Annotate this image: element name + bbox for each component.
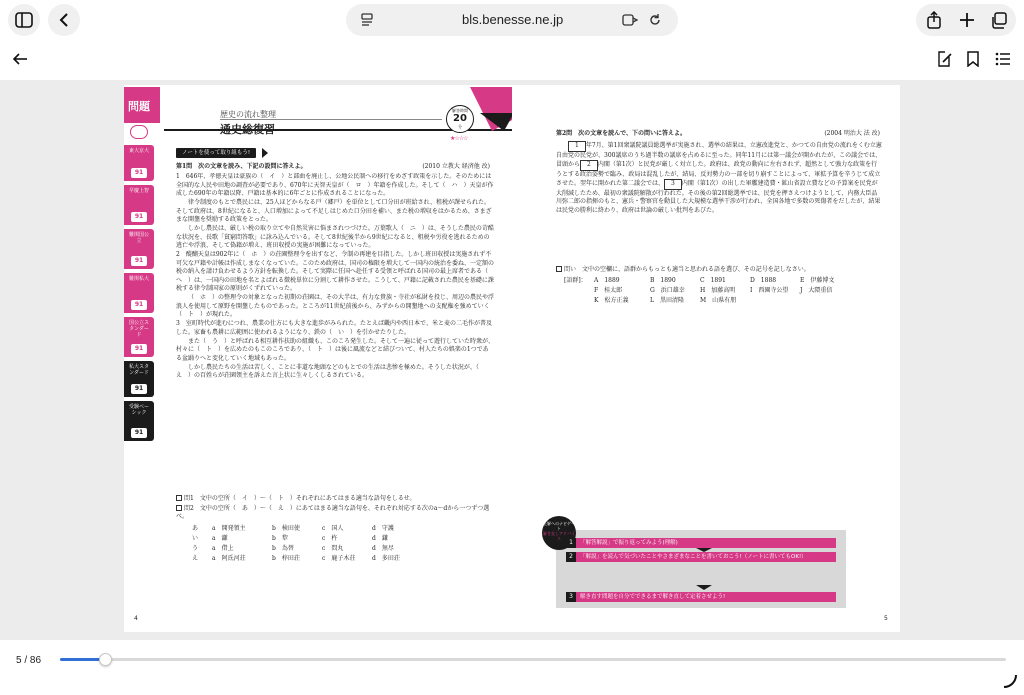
- passage-text: 内閣（第1次）と民党が厳しく対立した。政府は、政党の動向に左右されず、超然として強力な政策を行うとする政治姿勢で臨み、政局は混乱したが、結局、反対勢力の一部を切り崩すことによって、軍拡予算を辛うじて成立させた。翌年に開かれた第二議会では、: [556, 161, 881, 187]
- word-bank-item: A 1889: [594, 277, 620, 284]
- page-counter: 5 / 86: [16, 655, 42, 666]
- level-marker: [130, 125, 148, 139]
- flow-step-number: 2: [566, 552, 576, 562]
- sidebar-tab-label: 私大スタンダード: [128, 364, 149, 376]
- sidebar-tab[interactable]: [124, 145, 154, 181]
- blank-box: 3: [664, 179, 682, 190]
- choice-cell[interactable]: a 借上: [212, 545, 234, 552]
- blank-box: 1: [568, 141, 586, 152]
- choice-cell[interactable]: d 鎌: [372, 535, 388, 542]
- question-source: (2004 明治大 法 改): [824, 130, 880, 137]
- pagination-bar: [0, 640, 1024, 695]
- page-number-right: 5: [884, 615, 888, 622]
- resize-corner-icon[interactable]: [1002, 673, 1018, 689]
- indent-space: [556, 142, 568, 149]
- section-tag: [124, 87, 160, 123]
- choice-cell[interactable]: d 多田荘: [372, 555, 400, 562]
- sidebar-tab[interactable]: [124, 229, 154, 269]
- annotate-icon[interactable]: [936, 51, 952, 67]
- flow-step-text: 「解答解説」で振り返ってみよう(理解): [580, 540, 678, 546]
- flow-step-text: 解き直す問題を自分でできるまで解き直して定着させよう!: [580, 594, 726, 600]
- choice-cell[interactable]: b 為替: [272, 545, 294, 552]
- note-label: [176, 148, 256, 158]
- word-bank-item: C 1891: [700, 277, 726, 284]
- choice-cell[interactable]: d 守護: [372, 525, 394, 532]
- share-icon[interactable]: [926, 11, 942, 29]
- passage-text: 内閣（第1次）の出した軍艦建造費・鉱山省設立費などの予算案を民党が大削減したため、最初の衆議院解散が行われた。その後の第2回総選挙では、民党を押さえつけようとして、内務大臣品川弥二郎の指揮のもと、憲兵・警察官を動員した大規模な選挙干渉が行われ、全国各地で多数の死傷者をだしたが、結果は民党の勝利に終わり、政府は世論の厳しい批判をあびた。: [556, 180, 881, 214]
- question-prompt: 問い 文中の空欄に、語群からもっとも適当と思われる語を選び、その記号を記しなさい。: [564, 266, 810, 273]
- passage-text: 年7月、第1回衆議院議員総選挙が実施され、選挙の結果は、立憲改進党と、かつての自由党の流れをくむ立憲自由党の民党が、300議席のうち過半数の議席を占めるに至った。同年11月には第一議会が開かれたが、この議会では、冒頭から: [556, 142, 882, 168]
- sidebar-tab[interactable]: [124, 317, 154, 357]
- sidebar-tab-badge: 91: [131, 428, 147, 438]
- back-icon: [58, 12, 70, 28]
- right-page: [512, 85, 900, 632]
- bookmark-icon[interactable]: [967, 51, 979, 67]
- sidebar-tab[interactable]: [124, 185, 154, 225]
- choice-grid: [192, 525, 472, 565]
- word-bank-item: F 桂太郎: [594, 287, 623, 294]
- page-slider[interactable]: [60, 658, 1006, 661]
- word-bank-item: E 伊藤博文: [800, 277, 835, 284]
- sidebar-tab-badge: 91: [131, 344, 147, 354]
- sub-question: [176, 495, 494, 504]
- choice-cell[interactable]: c 問丸: [322, 545, 344, 552]
- question-source: (2010 立教大 経済他 改): [422, 163, 490, 170]
- section-tag-label: 問題: [128, 100, 150, 113]
- difficulty-stars: ★☆☆☆: [450, 135, 468, 142]
- flow-arrow-icon: [696, 585, 712, 590]
- contents-icon[interactable]: [995, 52, 1011, 66]
- subtitle-rule: [220, 119, 442, 120]
- word-bank-item: M 山県有朋: [700, 297, 737, 304]
- sub-question: [176, 505, 494, 522]
- topic-header: [164, 107, 482, 142]
- sidebar-tab[interactable]: [124, 361, 154, 397]
- time-label: 解答時間: [452, 108, 468, 113]
- paragraph: 2 醍醐天皇は902年に（ ホ ）の荘園整理令を出すなど、令制の再建を目指した。しかし班田収授は実施されず不可欠な戸籍や計帳は作成しまなくなっていた。このため政府は、国司の権限を増大して一国内の統治を委ね、一定額の税の納入を請け負わせるよう方針を転換した。そして実際に任国へ赴任する受領と呼ばれる国司の最上席者である（ へ ）は、一国内の田地を名とよばれる徴税単位に分割して耕作させた。こうして、戸籍に記載された農民を基礎に課税する律令制国家の原則がくずれていった。: [176, 251, 494, 292]
- flow-step-text: 「解説」を読んで気づいたことやさまざまなことを書いておこう!（ノートに書いてもOK!）: [580, 554, 807, 560]
- sidebar-tab-badge: 91: [131, 168, 147, 178]
- question-header-row: [556, 130, 882, 138]
- topic-title: 通史総復習: [220, 123, 275, 136]
- reload-icon[interactable]: [648, 13, 662, 27]
- paragraph: 律令制度のもとで農民には、25人ほどからなる戸（郷戸）を単位として口分田が班給され、租税が課せられた。そして政府は、8世紀になると、人口増加によって不足しはじめた口分田を補い、また税の増収をはかるため、さまざまな開墾を奨励する政策をとった。: [176, 199, 492, 223]
- document-viewport[interactable]: [0, 80, 1024, 635]
- sidebar-tab-label: 東大京大: [128, 148, 149, 154]
- note-arrow-icon: [262, 148, 268, 158]
- sidebar-tab-badge: 91: [131, 384, 147, 394]
- choice-cell[interactable]: a 阿氐河荘: [212, 555, 246, 562]
- page-number-left: 4: [134, 615, 138, 622]
- slider-thumb[interactable]: [99, 653, 112, 666]
- word-bank-row: [564, 277, 874, 287]
- sidebar-tab-badge: 91: [131, 300, 147, 310]
- tabs-icon[interactable]: [990, 12, 1007, 29]
- word-bank-item: J 大隈重信: [800, 287, 833, 294]
- choice-cell: あ: [192, 525, 199, 532]
- choice-row: [192, 535, 472, 545]
- flow-step: [566, 592, 836, 602]
- choice-cell[interactable]: b 犂: [272, 535, 288, 542]
- back-button[interactable]: [48, 4, 80, 36]
- time-value: 20: [453, 113, 467, 124]
- word-bank-item: D 1888: [750, 277, 777, 284]
- flow-step-number: 3: [566, 592, 576, 602]
- sidebar-tab[interactable]: [124, 273, 154, 313]
- translate-icon[interactable]: [622, 13, 638, 27]
- topic-subtitle: 歴史の流れ整理: [220, 110, 276, 119]
- word-bank-item: L 黒田清隆: [650, 297, 684, 304]
- word-bank-label: [語群]：: [564, 277, 587, 284]
- answer-checkbox[interactable]: [556, 266, 562, 272]
- address-bar[interactable]: [346, 4, 678, 36]
- sidebar-tab-label: 難関国公立: [128, 232, 149, 244]
- word-bank-row: [564, 297, 874, 307]
- paragraph: しかし農民は、厳しい税の取り立てや自然災害に悩まされつづけた。万葉歌人（ ニ ）は、そうした農民の苛酷な状況を、長歌「貧窮問答歌」に詠み込んでいる。そして8世紀後半から9世紀になると、租税や労役を逃れるための逃亡や浮浪、そして偽籍が増え、班田収授の実施が困難になっていった。: [176, 225, 494, 249]
- choice-cell: う: [192, 545, 199, 552]
- viewer-toolbar: [0, 40, 1024, 80]
- reader-icon[interactable]: [360, 13, 374, 27]
- back-arrow-icon[interactable]: [12, 52, 28, 66]
- choice-cell[interactable]: a 鎌: [212, 535, 228, 542]
- browser-toolbar: [0, 0, 1024, 40]
- paragraph: （ ホ ）の整理令の対象となった初期の荘園は、その大半は、有力な貴族・寺社が私財を投じ、周辺の農民や浮浪人を使用して原野を開墾したものであった。ところが11世紀前後から、みずからの開墾地への支配権を強めていく（ ト ）が現れた。: [176, 294, 494, 318]
- sidebar-tab-badge: 91: [131, 256, 147, 266]
- choice-cell[interactable]: b 梓田荘: [272, 555, 300, 562]
- sub-questions: [176, 495, 494, 523]
- sub-question-text: 問2 文中の空所（ あ ）〜（ え ）にあてはまる適当な語句を、それぞれ対応する次のa〜dから一つずつ選べ。: [176, 504, 490, 520]
- sidebar-button[interactable]: [8, 4, 40, 36]
- word-bank-item: G 浜口雄幸: [650, 287, 685, 294]
- choice-row: [192, 555, 472, 565]
- paragraph: しかし農民たちの生活は苦しく、ことに非道な地頭などのもとでの生活は悲惨を極めた。そうした状況が、（ え ）の百姓らが荘園領主を訴えた言上状に生々しくしるされている。: [176, 363, 485, 379]
- choice-cell[interactable]: c 鹿子木荘: [322, 555, 356, 562]
- question-header-row: [176, 163, 494, 171]
- choice-cell: え: [192, 555, 199, 562]
- corner-triangle-icon: [470, 87, 514, 131]
- word-bank-item: I 西園寺公望: [750, 287, 789, 294]
- choice-cell[interactable]: a 開発領主: [212, 525, 246, 532]
- navigate-subtitle: 解き直しアドバイス: [543, 531, 575, 541]
- answer-checkbox[interactable]: [176, 495, 182, 501]
- flow-step: [566, 552, 836, 562]
- choice-cell: い: [192, 535, 199, 542]
- question-header: 第1問 次の文章を読み、下記の設問に答えよ。: [176, 163, 307, 170]
- paragraph: また（ う ）と呼ばれる相互耕作扶助の組織も、このころ発生した。そして一遍に従って遊行していた時衆が、村々に（ ト ）を広めたのもこのころであり、（ ト ）は後に風流などと結びついて、村人たちの娯楽の1つである盆踊りへと変化していく地域もあった。: [176, 337, 494, 362]
- flow-step-number: 1: [566, 538, 576, 548]
- choice-cell[interactable]: c 国人: [322, 525, 344, 532]
- new-tab-icon[interactable]: [959, 12, 975, 28]
- sidebar-tab-label: 受験ベーシック: [128, 404, 149, 416]
- slider-fill: [60, 658, 105, 661]
- sidebar-tab-label: 国公立スタンダード: [128, 320, 149, 338]
- word-bank: [564, 277, 874, 307]
- flow-arrow-icon: [696, 548, 712, 552]
- question-body: [176, 173, 494, 491]
- blank-box: 2: [580, 160, 598, 171]
- passage: [556, 141, 882, 261]
- choice-cell[interactable]: d 無尽: [372, 545, 394, 552]
- choice-row: [192, 525, 472, 535]
- paragraph: 3 室町時代が進むにつれ、農業の仕方にも大きな進歩がみられた。たとえば畿内や西日本で、米と麦の二毛作が普及した。家畜も農耕に広範囲に使われるようになり、鉄の（ い ）を引かせたりした。: [176, 320, 492, 336]
- flow-step: [566, 538, 836, 548]
- word-bank-item: K 松方正義: [594, 297, 629, 304]
- answer-checkbox[interactable]: [176, 505, 182, 511]
- navigate-box: [543, 521, 846, 608]
- sidebar-tab-badge: 91: [131, 212, 147, 222]
- time-unit: 分: [458, 124, 462, 129]
- question-prompt-row: [556, 266, 882, 275]
- paragraph: 1 646年、孝徳天皇は豪族の（ イ ）と部曲を廃止し、公地公民制への移行をめざす政策を示した。そのためには全国的な人民や田地の調査が必要であり、670年に天智天皇が（ ロ ）年籍を作成した。そして（ ハ ）天皇が作成した690年の年籍以降、戸籍は基本的に6年ごとに作成されることになった。: [176, 173, 494, 197]
- sidebar-icon: [15, 12, 33, 28]
- word-bank-item: H 加藤高明: [700, 287, 736, 294]
- choice-cell[interactable]: c 杵: [322, 535, 338, 542]
- note-label-text: ノートを使って取り組もう!: [182, 150, 251, 156]
- sub-question-text: 問1 文中の空所（ イ ）〜（ ト ）それぞれにあてはまる適当な語句をしるせ。: [184, 495, 416, 502]
- choice-cell[interactable]: b 検田使: [272, 525, 300, 532]
- question-header: 第2問 次の文章を読んで、下の問いに答えよ。: [556, 130, 687, 137]
- navigate-title: 正解へのナビゲート: [543, 521, 575, 531]
- sidebar-tab[interactable]: [124, 401, 154, 441]
- sidebar-tab-label: 難関私大: [128, 276, 149, 282]
- browser-actions: [916, 4, 1016, 36]
- word-bank-row: [564, 287, 874, 297]
- url-text: bls.benesse.ne.jp: [462, 12, 564, 27]
- word-bank-item: B 1890: [650, 277, 676, 284]
- choice-row: [192, 545, 472, 555]
- left-page: [124, 85, 512, 632]
- sidebar-tab-label: 早慶上智: [128, 188, 149, 194]
